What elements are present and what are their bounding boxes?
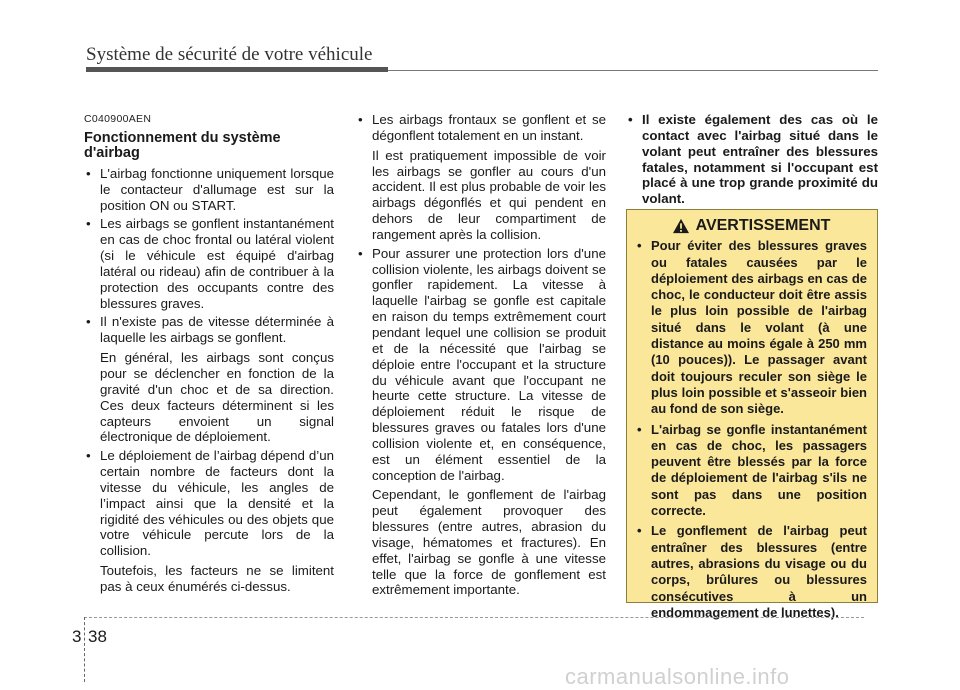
footer-divider: [84, 617, 86, 682]
chapter-number: 3: [72, 627, 82, 646]
list-item: • Les airbags frontaux se gonflent et se dégonflent totalement en un instant.: [356, 112, 606, 144]
list-item: • Pour éviter des blessures graves ou fatales causées par le déploiement des airbags en cas de choc, le conducteur doit être assis le plus loin possible de l'airbag situé dans le volant (à une distance au moins égale à 250 mm (10 pouces)). Le passager avant doit toujours reculer son siège le plus loin possible et s'asseoir bien au fond de son siège.: [635, 238, 867, 417]
bullet-list: [84, 166, 334, 346]
watermark: carmanualsonline.info: [565, 664, 790, 689]
list-item: • L'airbag se gonfle instantanément en cas de choc, les passagers peuvent être blessés par la force de déploiement de l'airbag s'ils ne sont pas dans une position correcte.: [635, 422, 867, 520]
bullet-list: [356, 246, 606, 484]
section-code: C040900AEN: [84, 113, 152, 125]
column-3: [626, 112, 878, 210]
header-rule: [388, 70, 878, 71]
list-item: • Le gonflement de l'airbag peut entraîner des blessures (entre autres, abrasions du visage ou du corps, brûlures ou blessures consécutives à un endommagement de lunettes).: [635, 523, 867, 621]
warning-list: [635, 238, 867, 621]
header-bar: [86, 67, 388, 72]
list-item: • Le déploiement de l’airbag dépend d’un certain nombre de facteurs dont la vitesse du véhicule, les angles de l’impact ainsi que la densité et la rigidité des véhicules ou des objets que votre véhicule percute lors de la collision.: [84, 448, 334, 559]
list-item: • Il existe également des cas où le contact avec l'airbag situé dans le volant peut entraîner des blessures fatales, notamment si l'occupant est placé à une trop grande proximité du volant.: [626, 112, 878, 207]
bullet-list: [626, 112, 878, 207]
paragraph: Cependant, le gonflement de l'airbag peut également provoquer des blessures (entre autres, abrasion du visage, hématomes et fractures). En effet, l'airbag se gonfle à une vitesse telle que la force de gonflement est extrêmement importante.: [372, 487, 606, 598]
warning-title: [635, 218, 867, 234]
paragraph: Il est pratiquement impossible de voir les airbags se gonfler au cours d'un accident. Il est plus probable de voir les airbags dégonflés et qui pendent en dehors de leur compartiment de rangement après la collision.: [372, 147, 606, 242]
paragraph: En général, les airbags sont conçus pour se déclencher en fonction de la gravité d'un choc et de sa direction. Ces deux facteurs déterminent si les capteurs envoient un signal électronique de déploiement.: [100, 350, 334, 445]
column-2: [356, 112, 606, 601]
bullet-list: [84, 448, 334, 559]
bullet-list: [356, 112, 606, 144]
list-item: • Pour assurer une protection lors d'une collision violente, les airbags doivent se gonfler rapidement. La vitesse à laquelle l'airbag se gonfle est capitale en raison du temps extrêmement court pendant lequel une collision se produit et de la nécessité que l'airbag se déploie entre l'occupant et la structure du véhicule avant que l'occupant ne heurte cette structure. La vitesse de déploiement réduit le risque de blessures graves ou fatales lors d'une collision violente et, en conséquence, est un élément essentiel de la conception de l'airbag.: [356, 246, 606, 484]
section-heading: Fonctionnement du système d'airbag: [84, 129, 281, 161]
warning-box: [626, 209, 878, 620]
page-header-title: Système de sécurité de votre véhicule: [86, 44, 373, 65]
footer-rule: [84, 617, 864, 618]
column-1: [84, 112, 334, 598]
warning-title-text: AVERTISSEMENT: [695, 217, 831, 234]
list-item: • L'airbag fonctionne uniquement lorsque le contacteur d'allumage est sur la position ON ou START.: [84, 166, 334, 214]
list-item: • Il n'existe pas de vitesse déterminée à laquelle les airbags se gonflent.: [84, 314, 334, 346]
paragraph: Toutefois, les facteurs ne se limitent pas à ceux énumérés ci-dessus.: [100, 563, 334, 594]
warning-triangle-icon: [672, 218, 690, 234]
page-number: 38: [88, 627, 107, 646]
list-item: • Les airbags se gonflent instantanément en cas de choc frontal ou latéral violent (si le véhicule est équipé d'airbag latéral ou rideau) afin de contribuer à la protection des occupants contre des blessures graves.: [84, 216, 334, 311]
